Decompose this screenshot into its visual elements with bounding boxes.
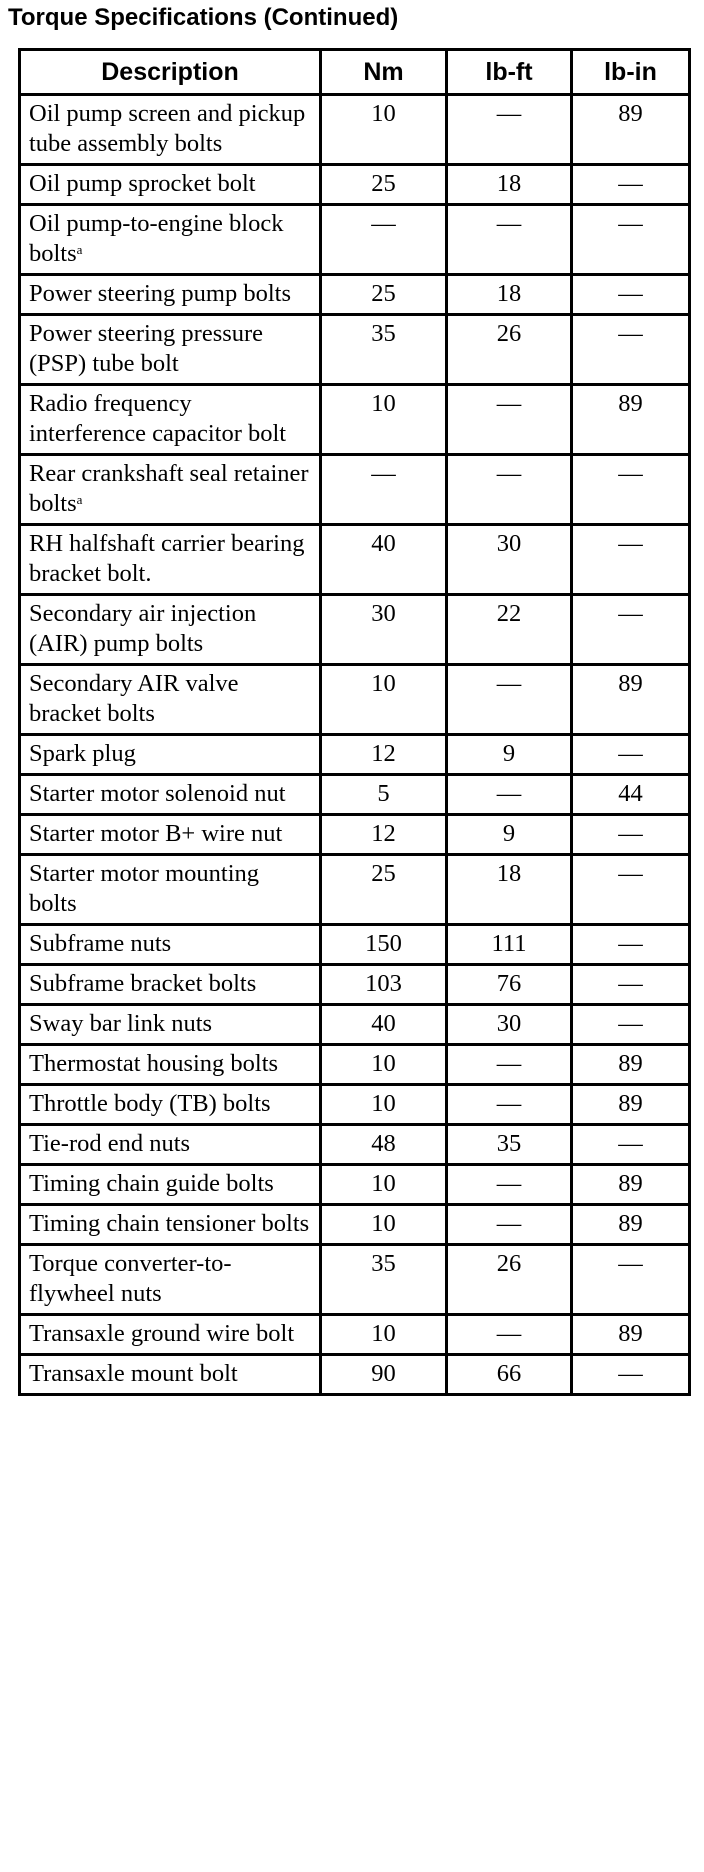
row-description: Spark plug xyxy=(29,740,136,767)
row-lb-in: — xyxy=(572,1245,690,1315)
row-description: Secondary air injection (AIR) pump bolts xyxy=(29,600,257,657)
row-description-cell xyxy=(20,1245,321,1315)
row-lb-ft: 111 xyxy=(447,925,572,965)
footnote-marker: a xyxy=(76,242,83,257)
row-description: Secondary AIR valve bracket bolts xyxy=(29,670,239,727)
row-description: Subframe nuts xyxy=(29,930,172,957)
row-nm: 103 xyxy=(321,965,447,1005)
table-row xyxy=(20,815,690,855)
row-lb-ft: 35 xyxy=(447,1125,572,1165)
row-nm: 35 xyxy=(321,1245,447,1315)
row-lb-ft: — xyxy=(447,1205,572,1245)
table-row xyxy=(20,205,690,275)
table-row xyxy=(20,965,690,1005)
table-row xyxy=(20,165,690,205)
row-description: Oil pump screen and pickup tube assembly bolts xyxy=(29,100,306,157)
row-lb-in: — xyxy=(572,275,690,315)
row-nm: 10 xyxy=(321,95,447,165)
row-description: Throttle body (TB) bolts xyxy=(29,1090,271,1117)
row-lb-ft: — xyxy=(447,1085,572,1125)
row-description: Transaxle mount bolt xyxy=(29,1360,238,1387)
row-description-cell xyxy=(20,1165,321,1205)
row-lb-in: — xyxy=(572,165,690,205)
row-nm: 10 xyxy=(321,1205,447,1245)
row-description-cell xyxy=(20,1315,321,1355)
row-lb-in: — xyxy=(572,1125,690,1165)
row-description: Thermostat housing bolts xyxy=(29,1050,279,1077)
row-nm: — xyxy=(321,455,447,525)
table-row xyxy=(20,315,690,385)
row-description-cell xyxy=(20,205,321,275)
row-lb-ft: — xyxy=(447,385,572,455)
table-row xyxy=(20,275,690,315)
row-lb-ft: 76 xyxy=(447,965,572,1005)
row-nm: 30 xyxy=(321,595,447,665)
row-nm: — xyxy=(321,205,447,275)
row-nm: 90 xyxy=(321,1355,447,1395)
row-lb-in: 89 xyxy=(572,1165,690,1205)
table-row xyxy=(20,735,690,775)
row-nm: 10 xyxy=(321,1085,447,1125)
table-row xyxy=(20,1165,690,1205)
table-row xyxy=(20,1045,690,1085)
row-lb-ft: 66 xyxy=(447,1355,572,1395)
table-row xyxy=(20,1205,690,1245)
table-header-row xyxy=(20,50,690,95)
row-lb-in: — xyxy=(572,925,690,965)
row-lb-ft: 18 xyxy=(447,855,572,925)
row-description: Rear crankshaft seal retainer bolts xyxy=(29,460,309,517)
row-nm: 25 xyxy=(321,165,447,205)
row-description: Transaxle ground wire bolt xyxy=(29,1320,295,1347)
table-row xyxy=(20,1245,690,1315)
row-lb-ft: 18 xyxy=(447,275,572,315)
row-description-cell xyxy=(20,1085,321,1125)
row-lb-ft: 26 xyxy=(447,315,572,385)
page-title: Torque Specifications (Continued) xyxy=(8,4,399,31)
footnote-marker: a xyxy=(76,492,83,507)
header-lb-in: lb-in xyxy=(572,50,690,95)
row-description-cell xyxy=(20,455,321,525)
table-row xyxy=(20,925,690,965)
table-row xyxy=(20,1085,690,1125)
table-row xyxy=(20,855,690,925)
row-lb-in: 89 xyxy=(572,665,690,735)
row-lb-in: — xyxy=(572,735,690,775)
row-nm: 12 xyxy=(321,735,447,775)
row-lb-ft: 9 xyxy=(447,815,572,855)
header-nm: Nm xyxy=(321,50,447,95)
row-nm: 12 xyxy=(321,815,447,855)
row-nm: 40 xyxy=(321,525,447,595)
row-lb-ft: 18 xyxy=(447,165,572,205)
row-lb-in: 44 xyxy=(572,775,690,815)
row-description-cell xyxy=(20,595,321,665)
row-description: RH halfshaft carrier bearing bracket bolt. xyxy=(29,530,305,587)
row-description-cell xyxy=(20,815,321,855)
row-description-cell xyxy=(20,275,321,315)
row-nm: 48 xyxy=(321,1125,447,1165)
row-nm: 10 xyxy=(321,665,447,735)
torque-spec-table xyxy=(18,48,691,1396)
row-description-cell xyxy=(20,775,321,815)
row-description-cell xyxy=(20,95,321,165)
row-description: Timing chain guide bolts xyxy=(29,1170,274,1197)
row-lb-in: 89 xyxy=(572,1205,690,1245)
row-description-cell xyxy=(20,735,321,775)
row-lb-in: — xyxy=(572,855,690,925)
row-description-cell xyxy=(20,165,321,205)
row-description: Power steering pressure (PSP) tube bolt xyxy=(29,320,264,377)
row-description: Subframe bracket bolts xyxy=(29,970,257,997)
row-description-cell xyxy=(20,965,321,1005)
row-description-cell xyxy=(20,1045,321,1085)
row-lb-in: — xyxy=(572,1005,690,1045)
row-description-cell xyxy=(20,855,321,925)
row-description: Radio frequency interference capacitor bolt xyxy=(29,390,287,447)
row-lb-in: — xyxy=(572,455,690,525)
table-row xyxy=(20,1125,690,1165)
row-description: Starter motor solenoid nut xyxy=(29,780,286,807)
row-lb-ft: — xyxy=(447,205,572,275)
table-row xyxy=(20,1355,690,1395)
row-lb-in: — xyxy=(572,1355,690,1395)
header-description: Description xyxy=(20,50,321,95)
row-lb-ft: — xyxy=(447,95,572,165)
row-lb-ft: — xyxy=(447,665,572,735)
row-nm: 40 xyxy=(321,1005,447,1045)
row-nm: 10 xyxy=(321,1315,447,1355)
row-description-cell xyxy=(20,1355,321,1395)
row-lb-in: — xyxy=(572,315,690,385)
row-lb-in: — xyxy=(572,965,690,1005)
row-lb-in: 89 xyxy=(572,1315,690,1355)
row-description: Sway bar link nuts xyxy=(29,1010,213,1037)
header-lb-ft: lb-ft xyxy=(447,50,572,95)
row-description-cell xyxy=(20,1005,321,1045)
row-nm: 5 xyxy=(321,775,447,815)
row-lb-ft: 22 xyxy=(447,595,572,665)
row-nm: 10 xyxy=(321,1165,447,1205)
row-lb-ft: — xyxy=(447,1165,572,1205)
table-row xyxy=(20,775,690,815)
row-description-cell xyxy=(20,1125,321,1165)
row-description-cell xyxy=(20,665,321,735)
row-lb-in: 89 xyxy=(572,385,690,455)
row-nm: 150 xyxy=(321,925,447,965)
row-nm: 10 xyxy=(321,1045,447,1085)
row-lb-ft: — xyxy=(447,1315,572,1355)
row-description: Torque converter-to-flywheel nuts xyxy=(29,1250,232,1307)
table-row xyxy=(20,1005,690,1045)
row-lb-ft: 30 xyxy=(447,1005,572,1045)
row-lb-ft: 30 xyxy=(447,525,572,595)
row-nm: 35 xyxy=(321,315,447,385)
row-lb-in: — xyxy=(572,595,690,665)
row-lb-in: 89 xyxy=(572,95,690,165)
table-row xyxy=(20,665,690,735)
row-lb-in: — xyxy=(572,815,690,855)
table-row xyxy=(20,1315,690,1355)
row-nm: 10 xyxy=(321,385,447,455)
row-description-cell xyxy=(20,925,321,965)
row-lb-ft: 26 xyxy=(447,1245,572,1315)
row-description: Starter motor B+ wire nut xyxy=(29,820,283,847)
row-description-cell xyxy=(20,1205,321,1245)
row-description-cell xyxy=(20,525,321,595)
row-description: Starter motor mounting bolts xyxy=(29,860,259,917)
row-lb-in: — xyxy=(572,205,690,275)
row-lb-ft: — xyxy=(447,1045,572,1085)
table-row xyxy=(20,525,690,595)
row-lb-in: 89 xyxy=(572,1085,690,1125)
row-lb-in: — xyxy=(572,525,690,595)
row-description: Power steering pump bolts xyxy=(29,280,291,307)
row-lb-ft: — xyxy=(447,775,572,815)
row-lb-ft: — xyxy=(447,455,572,525)
row-description: Tie-rod end nuts xyxy=(29,1130,191,1157)
table-row xyxy=(20,385,690,455)
row-description: Timing chain tensioner bolts xyxy=(29,1210,310,1237)
row-description: Oil pump sprocket bolt xyxy=(29,170,256,197)
row-description-cell xyxy=(20,385,321,455)
table-row xyxy=(20,95,690,165)
row-lb-in: 89 xyxy=(572,1045,690,1085)
table-row xyxy=(20,595,690,665)
table-row xyxy=(20,455,690,525)
row-nm: 25 xyxy=(321,855,447,925)
row-description: Oil pump-to-engine block bolts xyxy=(29,210,284,267)
row-nm: 25 xyxy=(321,275,447,315)
row-lb-ft: 9 xyxy=(447,735,572,775)
row-description-cell xyxy=(20,315,321,385)
